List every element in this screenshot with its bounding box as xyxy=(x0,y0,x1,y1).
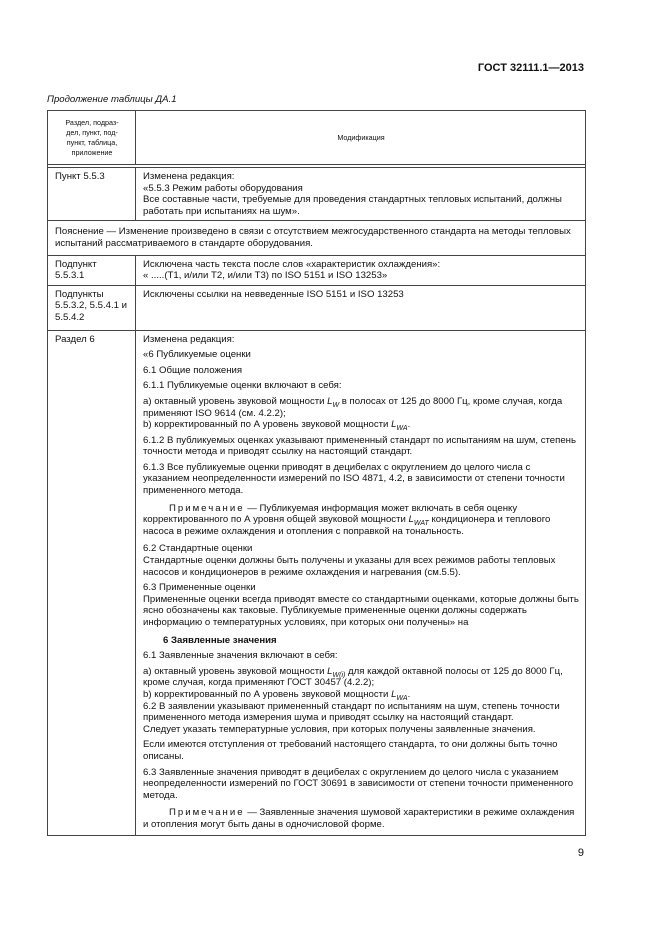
row-modification-text: Исключена часть текста после слов «характеристик охлаждения»: « .....(T1, и/или T2, и/или T3) по ISO 5151 и ISO 13253» xyxy=(136,255,586,285)
modifications-table xyxy=(47,110,586,836)
note: Примечание — Публикуемая информация может включать в себя оценку корректированного по А уровня общей звуковой мощности $L_{WAT}$ кондиционера и теплового насоса в режиме охлаждения и отопления с поправкой на тональность. xyxy=(143,502,551,537)
row-modification-text: Изменена редакция: «5.5.3 Режим работы оборудования Все составные части, требуемые для проведения стандартных тепловых испытаний, должны работать при испытаниях на шум». xyxy=(136,168,586,221)
table-row xyxy=(48,168,586,221)
row-modification-text: Изменена редакция: «6 Публикуемые оценки 6.1 Общие положения 6.1.1 Публикуемые оценки включают в себя: а) октавный уровень звуковой мощности $L_W$ в полосах от 125 до 8000 Гц, кроме случая, когда применяют ISO 9614 (см. 4.2.2); b) корректированный по А уровень звуковой мощности $L_{WA}$. 6.1.2 В публикуемых оценках указывают примененный стандарт по испытаниям на шум, степень точности метода и приводят ссылку на настоящий стандарт. 6.1.3 Все публикуемые оценки приводят в децибелах с округлением до целого числа с указанием неопределенности измерений по ISO 4871, 4.2, в зависимости от степени точности примененного метода. Примечание — Публикуемая информация может включать в себя оценку корректированного по А уровня общей звуковой мощности $L_{WAT}$ кондиционера и теплового насоса в режиме охлаждения и отопления с поправкой на тональность. 6.2 Стандартные оценки Стандартные оценки должны быть получены и указаны для всех режимов работы тепловых насосов и кондиционеров в режиме охлаждения и нагревания (см.5.5). 6.3 Примененные оценки Примененные оценки всегда приводят вместе со стандартными оценками, которые должны быть ясно обозначены как таковые. Публикуемые примененные оценки должны содержать информацию о температурных условиях, при которых они получены» на 6 Заявленные значения 6.1 Заявленные значения включают в себя: а) октавный уровень звуковой мощности $L_{W(i)}$ для каждой октавной полосы от 125 до 8000 Гц, кроме случая, когда применяют ГОСТ 30457 (4.2.2); b) корректированный по А уровень звуковой мощности $L_{WA}$. 6.2 В заявлении указывают примененный стандарт по испытаниям на шум, степень точности примененного метода измерения шума и приводят ссылку на настоящий стандарт. Следует указать температурные условия, при которых получены заявленные значения. Если имеются отступления от требований настоящего стандарта, то они должны быть точно описаны. 6.3 Заявленные значения приводят в децибелах с округлением до целого числа с указанием неопределенности измерений по ГОСТ 30691 в зависимости от степени точности примененного метода. Примечание — Заявленные значения шумовой характеристики в режиме охлаждения и отопления могут быть даны в одночисловой форме. xyxy=(136,330,586,835)
row-modification-text: Исключены ссылки на невведенные ISO 5151 и ISO 13253 xyxy=(136,285,586,330)
table-caption: Продолжение таблицы ДА.1 xyxy=(47,94,177,105)
row-section-label: Подпункт 5.5.3.1 xyxy=(48,255,136,285)
row-section-label: Пункт 5.5.3 xyxy=(48,168,136,221)
row-section-label: Раздел 6 xyxy=(48,330,136,835)
table-row xyxy=(48,255,586,285)
section-heading: 6 Заявленные значения xyxy=(163,634,277,646)
table-header-row xyxy=(48,111,586,165)
explanation-text: Пояснение — Изменение произведено в связи с отсутствием межгосударственного стандарта на методы тепловых испытаний рассматриваемого в стандарте оборудования. xyxy=(48,221,586,255)
document-code: ГОСТ 32111.1—2013 xyxy=(477,62,584,74)
column-header-section: Раздел, подраз- дел, пункт, под- пункт, таблица, приложение xyxy=(48,111,136,165)
row-section-label: Подпункты 5.5.3.2, 5.5.4.1 и 5.5.4.2 xyxy=(48,285,136,330)
table-row xyxy=(48,285,586,330)
table-row xyxy=(48,330,586,835)
page-number: 9 xyxy=(577,847,584,859)
column-header-modification: Модификация xyxy=(136,111,586,165)
explanation-row xyxy=(48,221,586,255)
note: Примечание — Заявленные значения шумовой характеристики в режиме охлаждения и отопления могут быть даны в одночисловой форме. xyxy=(143,807,575,830)
